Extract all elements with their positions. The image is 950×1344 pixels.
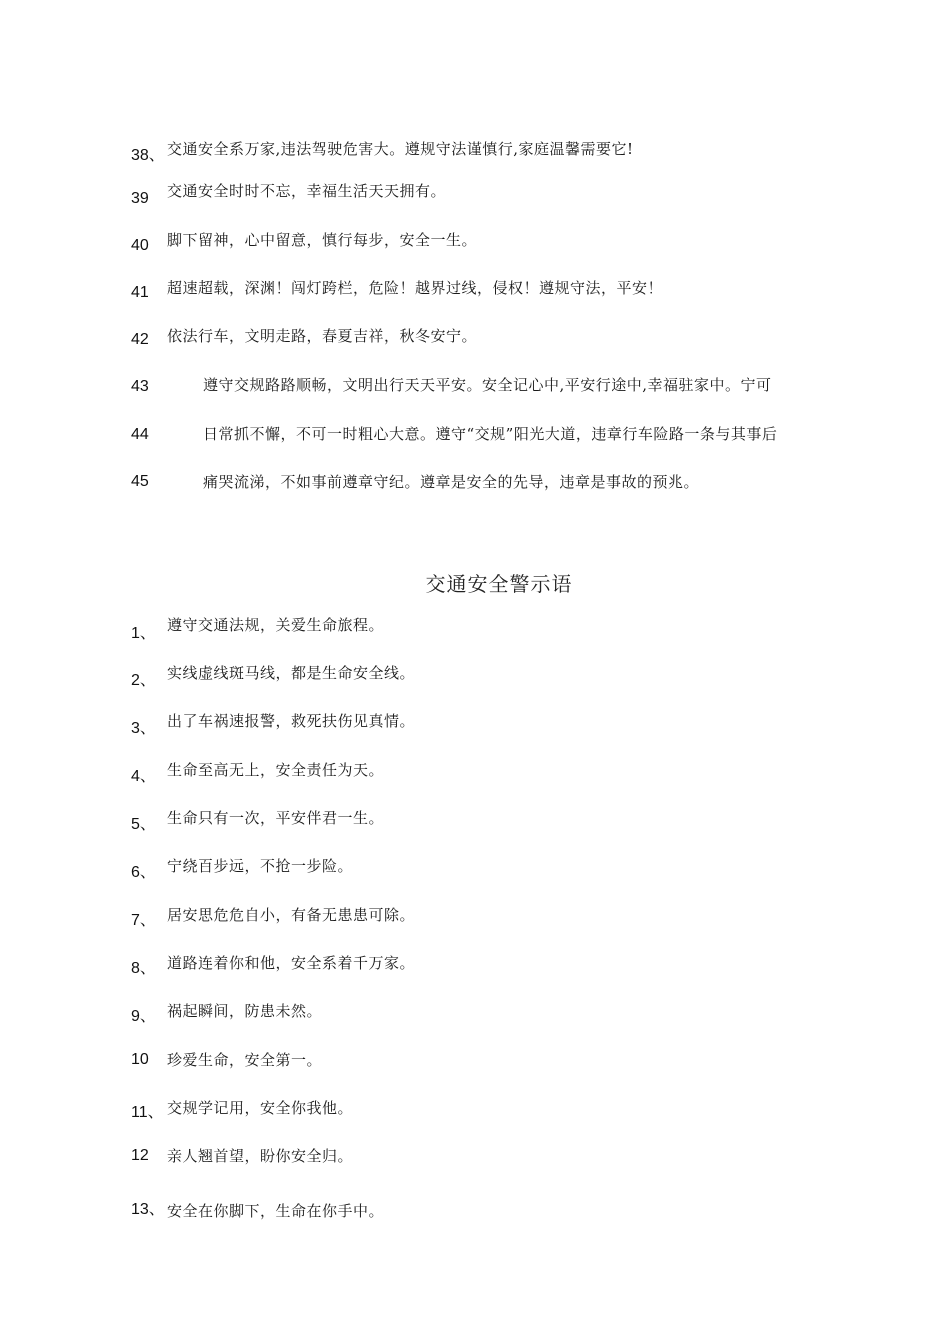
item-number: 13、 <box>131 1201 165 1218</box>
item-number: 12 <box>131 1147 149 1164</box>
warning-item-12 <box>0 1145 950 1175</box>
item-text: 痛哭流涕，不如事前遵章守纪。遵章是安全的先导，违章是事故的预兆。 <box>203 473 700 491</box>
item-text: 超速超载，深渊！闯灯跨栏，危险！越界过线，侵权！遵规守法，平安！ <box>167 279 664 297</box>
item-text: 祸起瞬间，防患未然。 <box>167 1002 323 1020</box>
slogan-item-39 <box>0 180 950 210</box>
item-number: 44 <box>131 426 149 443</box>
item-number: 38、 <box>131 147 165 164</box>
item-text: 生命只有一次，平安伴君一生。 <box>167 809 385 827</box>
item-text: 珍爱生命，安全第一。 <box>167 1051 323 1069</box>
item-number: 2、 <box>131 672 156 689</box>
slogan-item-38 <box>0 138 950 168</box>
item-number: 43 <box>131 378 149 395</box>
item-number: 11、 <box>131 1104 164 1121</box>
item-number: 1、 <box>131 625 156 642</box>
slogan-item-44 <box>0 423 950 453</box>
warning-item-1 <box>0 614 950 644</box>
item-text: 交通安全系万家,违法驾驶危害大。遵规守法谨慎行,家庭温馨需要它! <box>167 140 634 158</box>
item-text: 交通安全时时不忘，幸福生活天天拥有。 <box>167 182 447 200</box>
item-number: 40 <box>131 237 149 254</box>
slogan-item-42 <box>0 325 950 355</box>
warning-item-7 <box>0 904 950 934</box>
item-text: 道路连着你和他，安全系着千万家。 <box>167 954 416 972</box>
warning-item-6 <box>0 855 950 885</box>
warning-item-2 <box>0 662 950 692</box>
warning-item-5 <box>0 807 950 837</box>
slogan-item-45 <box>0 471 950 501</box>
item-text: 安全在你脚下，生命在你手中。 <box>167 1202 385 1220</box>
section-title: 交通安全警示语 <box>425 572 573 596</box>
warning-item-4 <box>0 759 950 789</box>
item-text: 宁绕百步远，不抢一步险。 <box>167 857 354 875</box>
item-number: 3、 <box>131 720 156 737</box>
item-number: 7、 <box>131 912 156 929</box>
item-text: 交规学记用，安全你我他。 <box>167 1099 354 1117</box>
item-number: 6、 <box>131 864 156 881</box>
slogan-item-40 <box>0 229 950 259</box>
warning-item-3 <box>0 710 950 740</box>
item-text: 居安思危危自小，有备无患患可除。 <box>167 906 416 924</box>
item-number: 45 <box>131 473 149 490</box>
warning-item-10 <box>0 1049 950 1079</box>
item-number: 39 <box>131 190 149 207</box>
warning-item-11 <box>0 1097 950 1127</box>
item-text: 遵守交通法规，关爱生命旅程。 <box>167 616 385 634</box>
item-number: 42 <box>131 331 149 348</box>
slogan-item-43 <box>0 374 950 404</box>
item-number: 5、 <box>131 816 156 833</box>
item-text: 生命至高无上，安全责任为天。 <box>167 761 385 779</box>
item-number: 10 <box>131 1051 149 1068</box>
item-text: 实线虚线斑马线，都是生命安全线。 <box>167 664 416 682</box>
item-text: 依法行车，文明走路，春夏吉祥，秋冬安宁。 <box>167 327 478 345</box>
item-number: 8、 <box>131 960 156 977</box>
warning-item-8 <box>0 952 950 982</box>
item-number: 9、 <box>131 1008 156 1025</box>
item-text: 遵守交规路路顺畅，文明出行天天平安。安全记心中,平安行途中,幸福驻家中。宁可 <box>203 376 772 394</box>
item-number: 41 <box>131 284 149 301</box>
item-text: 日常抓不懈，不可一时粗心大意。遵守“交规”阳光大道，违章行车险路一条与其事后 <box>203 425 778 443</box>
warning-item-9 <box>0 1000 950 1030</box>
item-text: 脚下留神，心中留意，慎行每步，安全一生。 <box>167 231 478 249</box>
slogan-item-41 <box>0 277 950 307</box>
item-text: 亲人翘首望，盼你安全归。 <box>167 1147 354 1165</box>
warning-item-13 <box>0 1194 950 1224</box>
item-number: 4、 <box>131 768 156 785</box>
item-text: 出了车祸速报警，救死扶伤见真情。 <box>167 712 416 730</box>
